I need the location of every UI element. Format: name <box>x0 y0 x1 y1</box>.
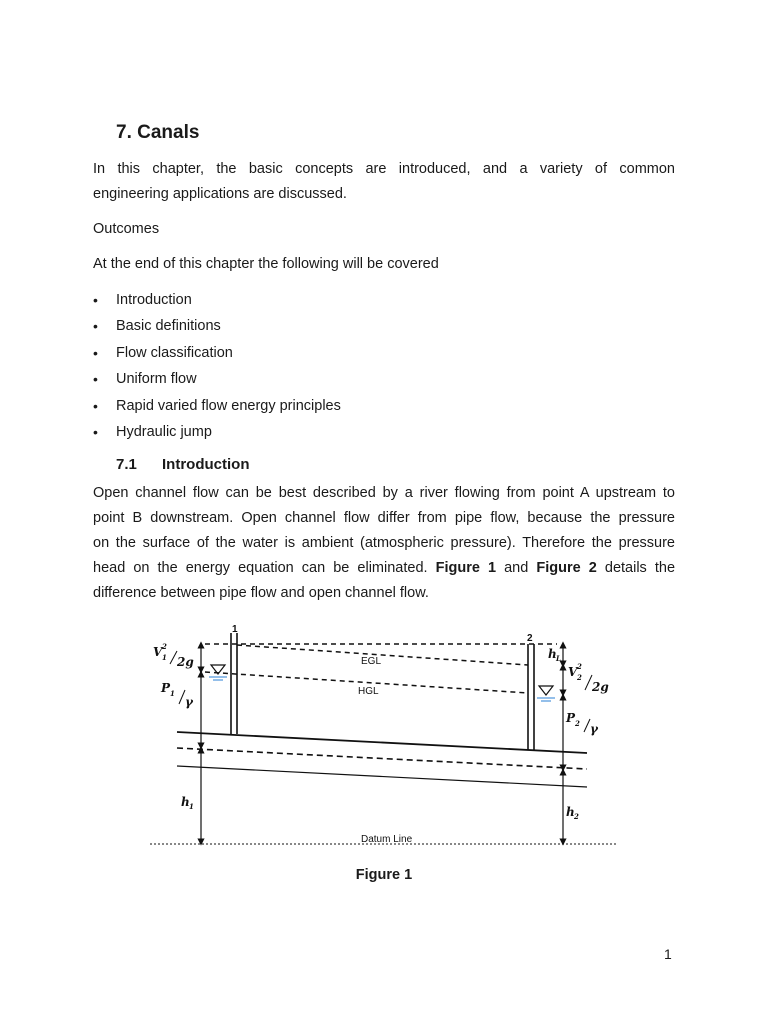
hgl-label: HGL <box>358 686 379 697</box>
topics-list <box>93 287 341 445</box>
egl-sloped-line <box>237 645 528 665</box>
v2-velocity-head-label <box>568 662 609 694</box>
head-loss-label <box>548 647 561 663</box>
v1-subscript: 1 <box>162 653 167 662</box>
chapter-title: 7. Canals <box>116 122 200 143</box>
hl-symbol: h <box>548 647 557 661</box>
para-text: and <box>504 560 529 576</box>
v1-denominator: 2g <box>177 655 194 669</box>
section-heading <box>116 456 249 473</box>
h2-elevation-label <box>566 805 579 821</box>
figure-caption: Figure 1 <box>355 867 413 883</box>
pipe-flow-diagram <box>145 620 625 852</box>
list-item: • Basic definitions <box>93 313 341 339</box>
piezometer-tube-1 <box>231 633 237 734</box>
p2-pressure-head-label <box>565 711 599 736</box>
h1-subscript: 1 <box>189 802 194 811</box>
list-item: • Rapid varied flow energy principles <box>93 393 341 419</box>
p1-subscript: 1 <box>170 689 175 698</box>
section-title: Introduction <box>162 456 250 473</box>
datum-line-label: Datum Line <box>361 834 413 845</box>
v2-denominator: 2g <box>592 680 609 694</box>
water-surface-icon <box>537 686 555 701</box>
para-text: details the <box>604 560 676 576</box>
pipe-top-wall <box>177 732 587 753</box>
p2-symbol: P <box>566 711 576 725</box>
section-para-line-1: Open channel flow can be best described by a river flowing from point A upstream to <box>93 485 675 501</box>
section-para-line-2: point B downstream. Open channel flow differ from pipe flow, because the pressure <box>93 510 675 526</box>
egl-label: EGL <box>361 656 382 667</box>
outcomes-label: Outcomes <box>93 221 160 237</box>
section-number: 7.1 <box>116 456 137 473</box>
section-para-line-5: difference between pipe flow and open channel flow. <box>93 585 429 601</box>
intro-line-1: In this chapter, the basic concepts are introduced, and a variety of common <box>93 161 675 177</box>
intro-line-2: engineering applications are discussed. <box>93 186 347 202</box>
point-2-label: 2 <box>527 633 533 644</box>
list-item: • Uniform flow <box>93 366 341 392</box>
p2-denominator: γ <box>590 722 598 736</box>
para-text: head on the energy equation can be eliminated. <box>93 560 428 576</box>
figure-1-reference: Figure 1 <box>435 560 497 576</box>
h2-symbol: h <box>566 805 575 819</box>
figure-2-reference: Figure 2 <box>536 560 597 576</box>
v2-superscript: 2 <box>577 662 582 671</box>
section-para-line-3: on the surface of the water is ambient (atmospheric pressure). Therefore the pressure <box>93 535 675 551</box>
p1-symbol: P <box>161 681 171 695</box>
v1-symbol: V <box>153 645 163 659</box>
section-para-line-4 <box>93 556 675 581</box>
v2-subscript: 2 <box>577 673 582 682</box>
list-item: • Hydraulic jump <box>93 419 341 445</box>
v1-superscript: 2 <box>162 642 167 651</box>
hl-subscript: L <box>556 654 561 663</box>
h1-elevation-label <box>181 795 194 811</box>
h1-symbol: h <box>181 795 190 809</box>
piezometer-tube-2 <box>528 644 534 750</box>
p1-pressure-head-label <box>160 681 194 709</box>
coverage-lead: At the end of this chapter the following will be covered <box>93 256 439 272</box>
p2-subscript: 2 <box>575 719 580 728</box>
v1-velocity-head-label <box>153 642 194 669</box>
h2-subscript: 2 <box>574 812 579 821</box>
list-item: • Introduction <box>93 287 341 313</box>
pipe-centerline <box>177 748 587 769</box>
list-item: • Flow classification <box>93 340 341 366</box>
pipe-bottom-wall <box>177 766 587 787</box>
v2-symbol: V <box>568 665 578 679</box>
point-1-label: 1 <box>232 624 238 635</box>
page-number: 1 <box>664 946 672 962</box>
p1-denominator: γ <box>185 695 193 709</box>
